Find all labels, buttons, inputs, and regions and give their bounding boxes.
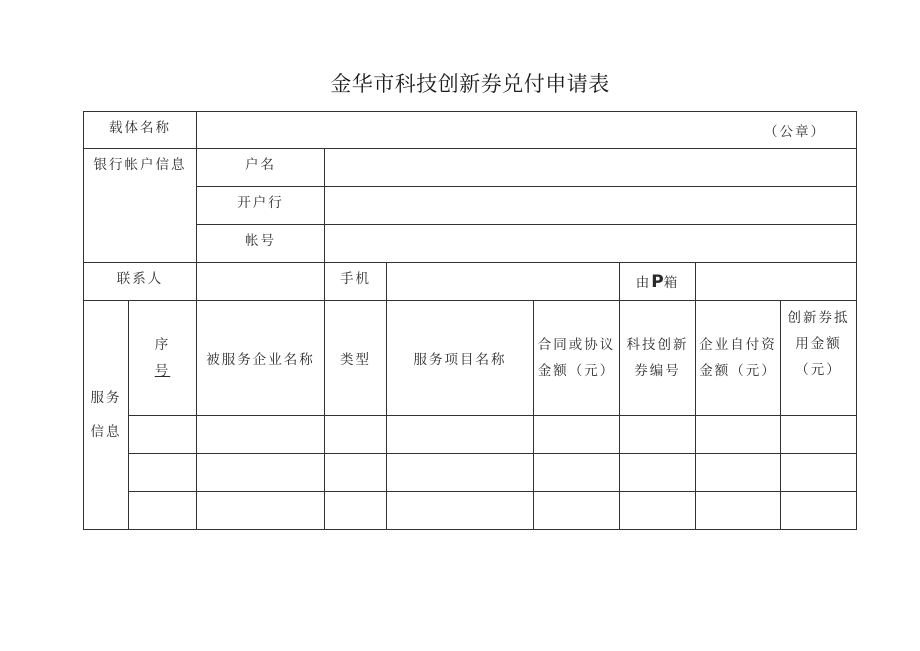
contact-person-field[interactable] xyxy=(197,263,325,301)
service-info-label xyxy=(84,301,129,530)
contact-person-label: 联系人 xyxy=(84,263,197,301)
type-cell[interactable] xyxy=(325,492,387,530)
account-number-field[interactable] xyxy=(325,225,857,263)
project-name-header: 服务项目名称 xyxy=(387,301,534,416)
voucher-number-cell[interactable] xyxy=(620,416,696,454)
contract-amount-header xyxy=(534,301,620,416)
self-pay-amount-cell[interactable] xyxy=(696,454,781,492)
service-info-label-line1: 服务 xyxy=(90,390,122,406)
application-form-table xyxy=(83,111,857,530)
self-pay-amount-header xyxy=(696,301,781,416)
contract-amount-cell[interactable] xyxy=(534,416,620,454)
account-number-label: 帐号 xyxy=(197,225,325,263)
offset-amount-cell[interactable] xyxy=(781,492,857,530)
phone-label: 手机 xyxy=(325,263,387,301)
company-name-cell[interactable] xyxy=(197,454,325,492)
voucher-number-header-line1: 科技创新 xyxy=(626,337,689,353)
bank-account-info-label: 银行帐户信息 xyxy=(84,149,197,263)
type-cell[interactable] xyxy=(325,416,387,454)
contract-amount-cell[interactable] xyxy=(534,454,620,492)
bank-branch-row xyxy=(84,187,857,225)
seq-cell[interactable] xyxy=(129,492,197,530)
account-name-row xyxy=(84,149,857,187)
seq-header-line2: 号 xyxy=(154,363,171,379)
account-name-label: 户名 xyxy=(197,149,325,187)
self-pay-amount-header-line2: 金额（元） xyxy=(699,363,777,379)
service-info-label-line2: 信息 xyxy=(90,424,122,440)
seq-header xyxy=(129,301,197,416)
seal-note: （公章） xyxy=(764,124,827,140)
contract-amount-cell[interactable] xyxy=(534,492,620,530)
offset-amount-cell[interactable] xyxy=(781,416,857,454)
account-number-row xyxy=(84,225,857,263)
seq-cell[interactable] xyxy=(129,416,197,454)
contract-amount-header-line2: 金额（元） xyxy=(537,363,616,379)
table-row xyxy=(84,492,857,530)
offset-amount-cell[interactable] xyxy=(781,454,857,492)
seq-cell[interactable] xyxy=(129,454,197,492)
project-name-cell[interactable] xyxy=(387,454,534,492)
carrier-name-label: 载体名称 xyxy=(84,112,197,149)
type-cell[interactable] xyxy=(325,454,387,492)
service-header-row xyxy=(84,301,857,416)
seq-header-line1: 序 xyxy=(154,337,171,353)
voucher-number-cell[interactable] xyxy=(620,454,696,492)
project-name-cell[interactable] xyxy=(387,492,534,530)
bank-branch-field[interactable] xyxy=(325,187,857,225)
company-name-header: 被服务企业名称 xyxy=(197,301,325,416)
contact-row xyxy=(84,263,857,301)
voucher-number-header-line2: 券编号 xyxy=(634,363,681,379)
carrier-name-field[interactable] xyxy=(197,112,857,149)
company-name-cell[interactable] xyxy=(197,492,325,530)
email-label-prefix: 由 xyxy=(635,275,652,291)
email-label-p: P xyxy=(651,272,664,292)
table-row xyxy=(84,454,857,492)
bank-branch-label: 开户行 xyxy=(197,187,325,225)
type-header: 类型 xyxy=(325,301,387,416)
voucher-number-header xyxy=(620,301,696,416)
contract-amount-header-line1: 合同或协议 xyxy=(537,337,616,353)
self-pay-amount-cell[interactable] xyxy=(696,416,781,454)
carrier-row xyxy=(84,112,857,149)
offset-amount-header xyxy=(781,301,857,416)
table-row xyxy=(84,416,857,454)
account-name-field[interactable] xyxy=(325,149,857,187)
offset-amount-header-line1: 创新券抵 xyxy=(787,310,850,326)
email-label xyxy=(620,263,696,301)
email-field[interactable] xyxy=(696,263,857,301)
voucher-number-cell[interactable] xyxy=(620,492,696,530)
company-name-cell[interactable] xyxy=(197,416,325,454)
page-title: 金华市科技创新券兑付申请表 xyxy=(330,72,610,96)
email-label-suffix: 箱 xyxy=(663,275,680,291)
self-pay-amount-header-line1: 企业自付资 xyxy=(699,337,777,353)
project-name-cell[interactable] xyxy=(387,416,534,454)
phone-field[interactable] xyxy=(387,263,620,301)
offset-amount-header-line2: 用金额 xyxy=(795,336,842,352)
offset-amount-header-line3: （元） xyxy=(795,362,842,378)
self-pay-amount-cell[interactable] xyxy=(696,492,781,530)
